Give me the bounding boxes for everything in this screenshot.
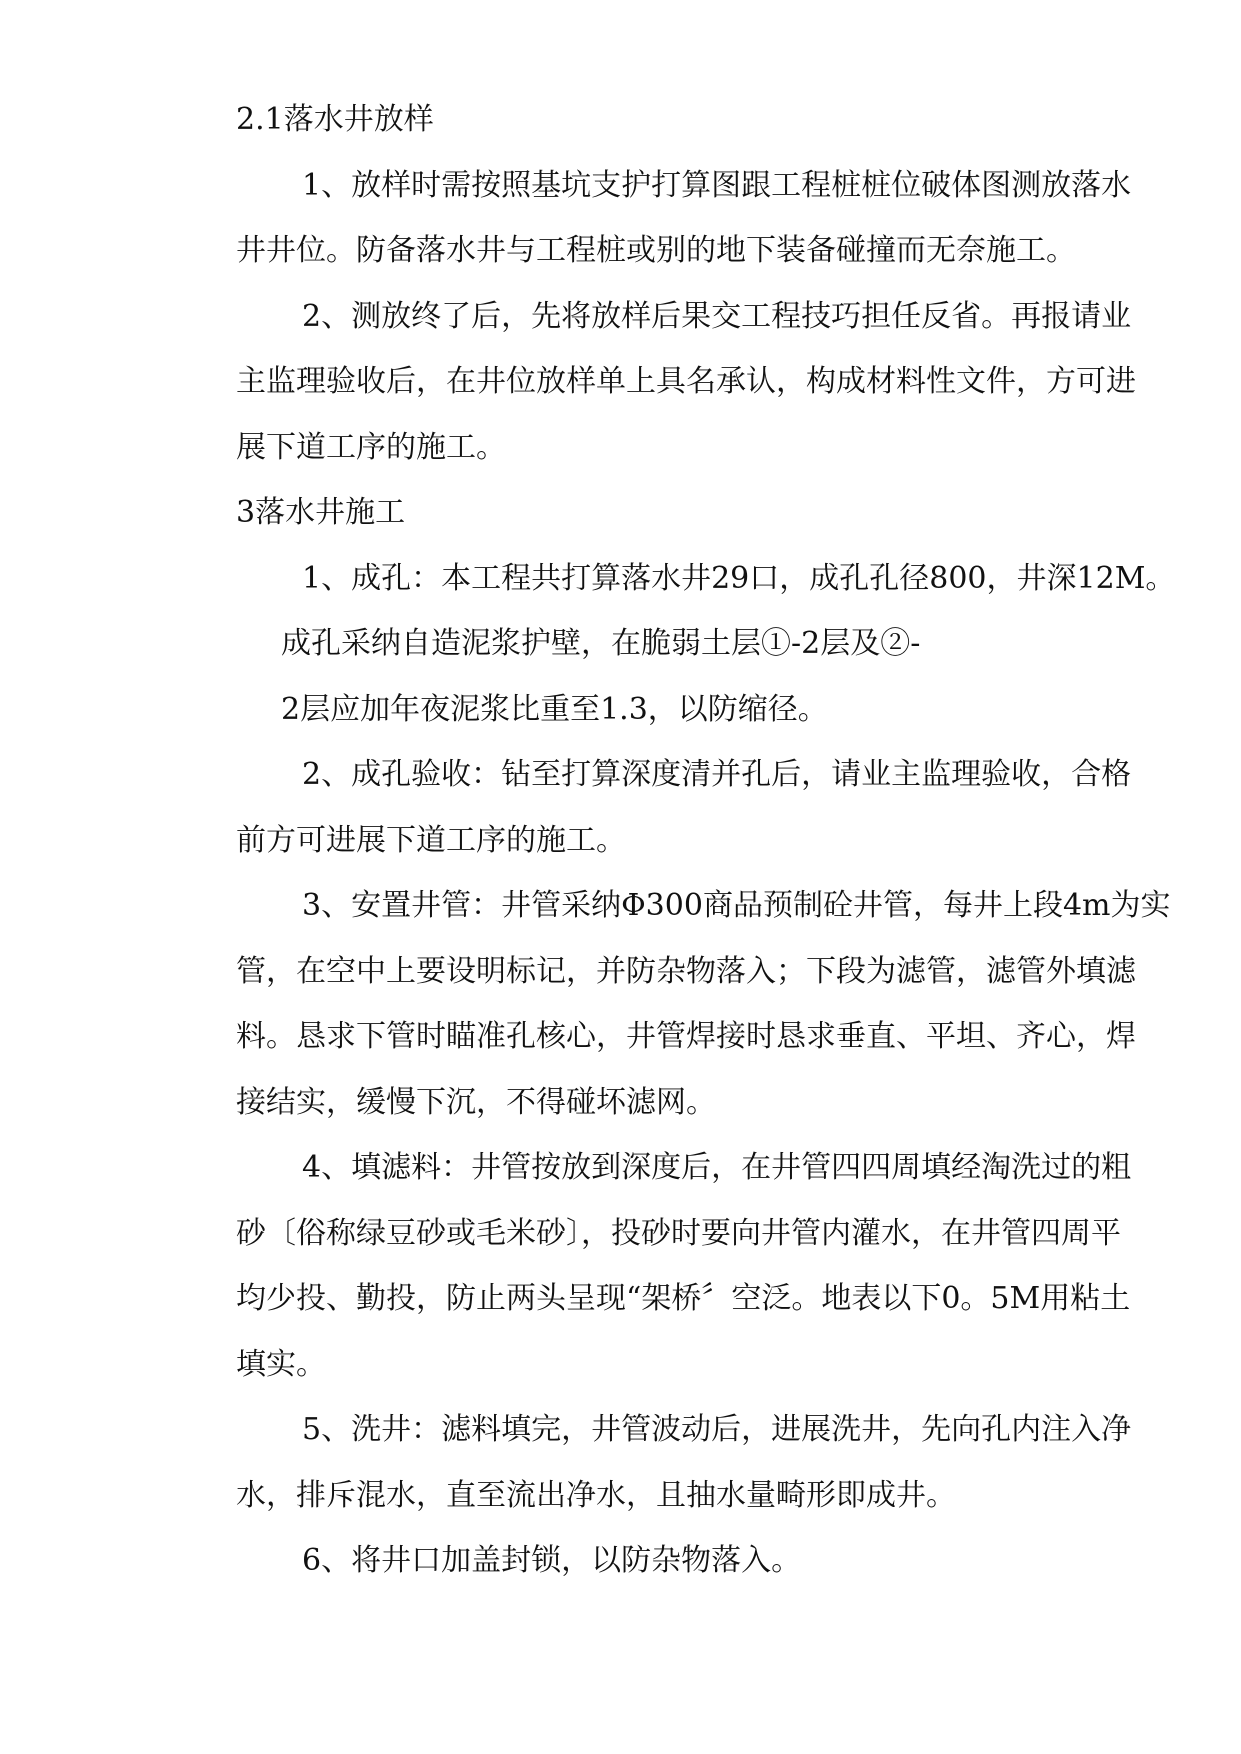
paragraph-line: 2层应加年夜泥浆比重至1.3，以防缩径。 [281,691,828,727]
paragraph-line: 前方可进展下道工序的施工。 [236,822,626,858]
paragraph-line: 均少投、勤投，防止两头呈现“架桥〞空泛。地表以下0。5M用粘土 [236,1281,1131,1316]
paragraph [236,742,1166,873]
section-heading: 2.1落水井放样 [236,102,434,137]
paragraph-line: 2、测放终了后，先将放样后果交工程技巧担任反省。再报请业 [302,298,1132,334]
paragraph-line: 管，在空中上要设明标记，并防杂物落入；下段为滤管，滤管外填滤 [236,953,1136,989]
section-heading: 3落水井施工 [236,495,406,530]
paragraph-line: 主监理验收后，在井位放样单上具名承认，构成材料性文件，方可进 [236,364,1136,399]
paragraph-line: 2、成孔验收：钻至打算深度清并孔后，请业主监理验收，合格 [302,757,1132,792]
paragraph [236,284,1166,481]
paragraph [236,153,1166,284]
paragraph-line: 成孔采纳自造泥浆护壁，在脆弱土层①-2层及②- [281,626,921,661]
paragraph [236,546,1176,743]
paragraph-line: 1、放样时需按照基坑支护打算图跟工程桩桩位破体图测放落水 [302,167,1132,203]
paragraph [236,1135,1166,1397]
paragraph-line: 水，排斥混水，直至流出净水，且抽水量畸形即成井。 [236,1477,956,1513]
paragraph-line: 料。恳求下管时瞄准孔核心，井管焊接时恳求垂直、平坦、齐心，焊 [236,1019,1136,1054]
paragraph-line: 5、洗井：滤料填完，井管波动后，进展洗井，先向孔内注入净 [302,1412,1132,1447]
paragraph-line: 6、将井口加盖封锁，以防杂物落入。 [302,1543,802,1578]
paragraph-line: 1、成孔：本工程共打算落水井29口，成孔孔径800，井深12M。 [302,560,1176,596]
paragraph [236,1397,1166,1528]
paragraph-line: 4、填滤料：井管按放到深度后，在井管四四周填经淘洗过的粗 [302,1150,1132,1185]
paragraph [236,873,1171,1135]
paragraph [236,1528,1166,1594]
paragraph-line: 3、安置井管：井管采纳Φ300商品预制砼井管，每井上段4m为实 [302,888,1171,923]
paragraph-line: 井井位。防备落水井与工程桩或别的地下装备碰撞而无奈施工。 [236,233,1076,268]
paragraph-line: 接结实，缓慢下沉，不得碰坏滤网。 [236,1084,716,1120]
paragraph-line: 填实。 [236,1346,326,1382]
paragraph-line: 砂〔俗称绿豆砂或毛米砂〕，投砂时要向井管内灌水，在井管四周平 [236,1215,1121,1251]
paragraph-line: 展下道工序的施工。 [236,429,506,465]
document-page [236,87,1176,1594]
